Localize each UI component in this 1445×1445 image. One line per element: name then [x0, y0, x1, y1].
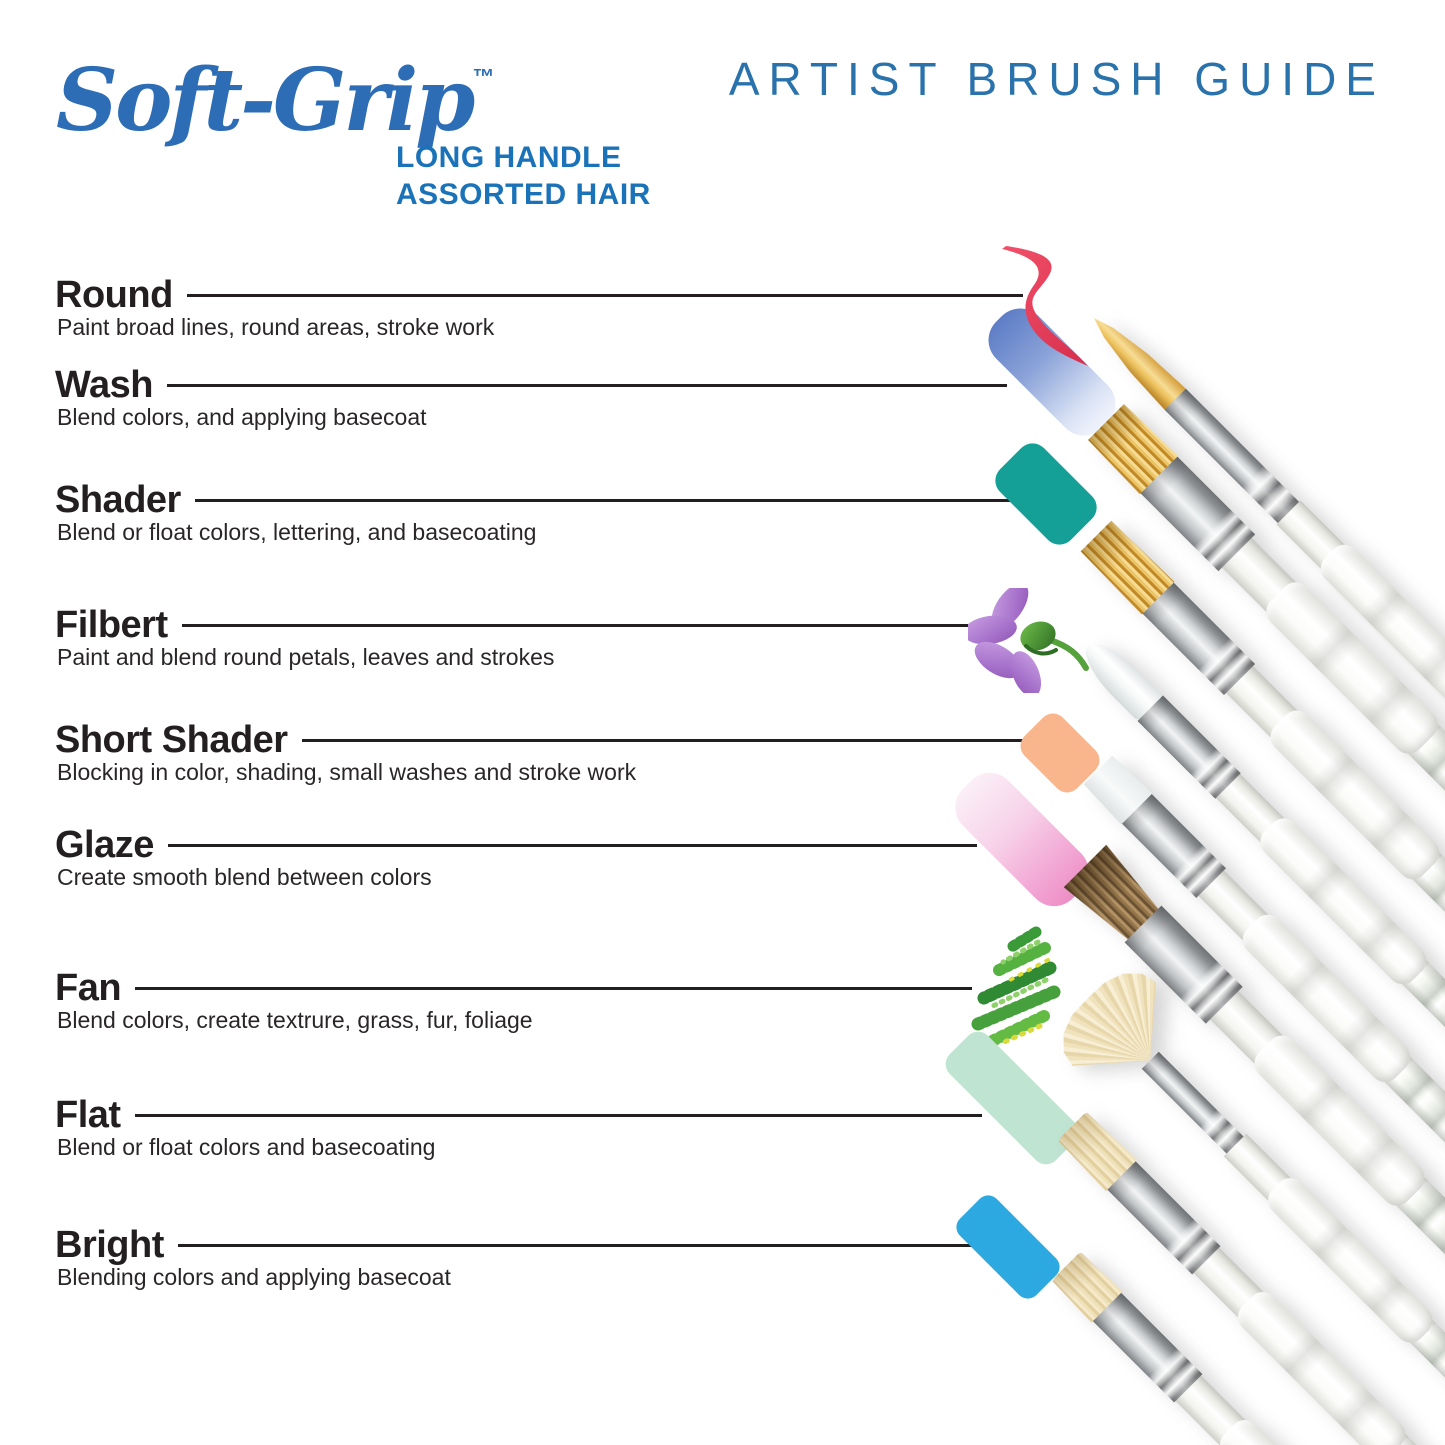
purple-flower-icon	[968, 588, 1098, 693]
brush-type-heading: Glaze	[55, 824, 154, 866]
leader-line	[302, 739, 1027, 742]
row-flat	[55, 1094, 982, 1136]
brand-name: Soft-Grip	[56, 50, 473, 151]
ferrule-icon	[1093, 1293, 1203, 1403]
red-paint-stroke-icon	[990, 240, 1110, 370]
leader-line	[167, 384, 1007, 387]
subtitle-line2: ASSORTED HAIR	[396, 178, 651, 211]
brush-type-heading: Wash	[55, 364, 153, 406]
row-glaze	[55, 824, 977, 866]
row-short-shader	[55, 719, 1027, 761]
brush-type-description: Blend colors, and applying basecoat	[57, 404, 427, 430]
brush-type-heading: Filbert	[55, 604, 168, 646]
leader-line	[168, 844, 977, 847]
row-filbert	[55, 604, 988, 646]
brush-type-description: Paint broad lines, round areas, stroke work	[57, 314, 495, 340]
brush-type-heading: Shader	[55, 479, 181, 521]
brush-type-description: Blocking in color, shading, small washes and stroke work	[57, 759, 637, 785]
brush-type-heading: Short Shader	[55, 719, 288, 761]
leader-line	[187, 294, 1023, 297]
leader-line	[135, 1114, 982, 1117]
row-fan	[55, 967, 972, 1009]
row-round	[55, 274, 1023, 316]
brush-type-heading: Round	[55, 274, 173, 316]
brush-type-description: Blend or float colors, lettering, and basecoating	[57, 519, 537, 545]
row-wash	[55, 364, 1007, 406]
leader-line	[178, 1244, 977, 1247]
brush-type-heading: Bright	[55, 1224, 164, 1266]
brush-type-description: Paint and blend round petals, leaves and strokes	[57, 644, 555, 670]
leader-line	[195, 499, 1010, 502]
row-bright	[55, 1224, 977, 1266]
leader-line	[135, 987, 972, 990]
brush-type-description: Blend colors, create textrure, grass, fur, foliage	[57, 1007, 533, 1033]
brush-type-description: Create smooth blend between colors	[57, 864, 432, 890]
trademark-symbol: ™	[472, 64, 495, 89]
brush-type-description: Blend or float colors and basecoating	[57, 1134, 436, 1160]
brush-type-heading: Flat	[55, 1094, 121, 1136]
brush-type-heading: Fan	[55, 967, 122, 1009]
page-title: ARTIST BRUSH GUIDE	[728, 53, 1385, 105]
subtitle-line1: LONG HANDLE	[396, 141, 622, 174]
row-shader	[55, 479, 1010, 521]
brush-type-description: Blending colors and applying basecoat	[57, 1264, 451, 1290]
brand-subtitle	[396, 139, 651, 213]
brand-logo	[56, 50, 495, 151]
leader-line	[182, 624, 988, 627]
